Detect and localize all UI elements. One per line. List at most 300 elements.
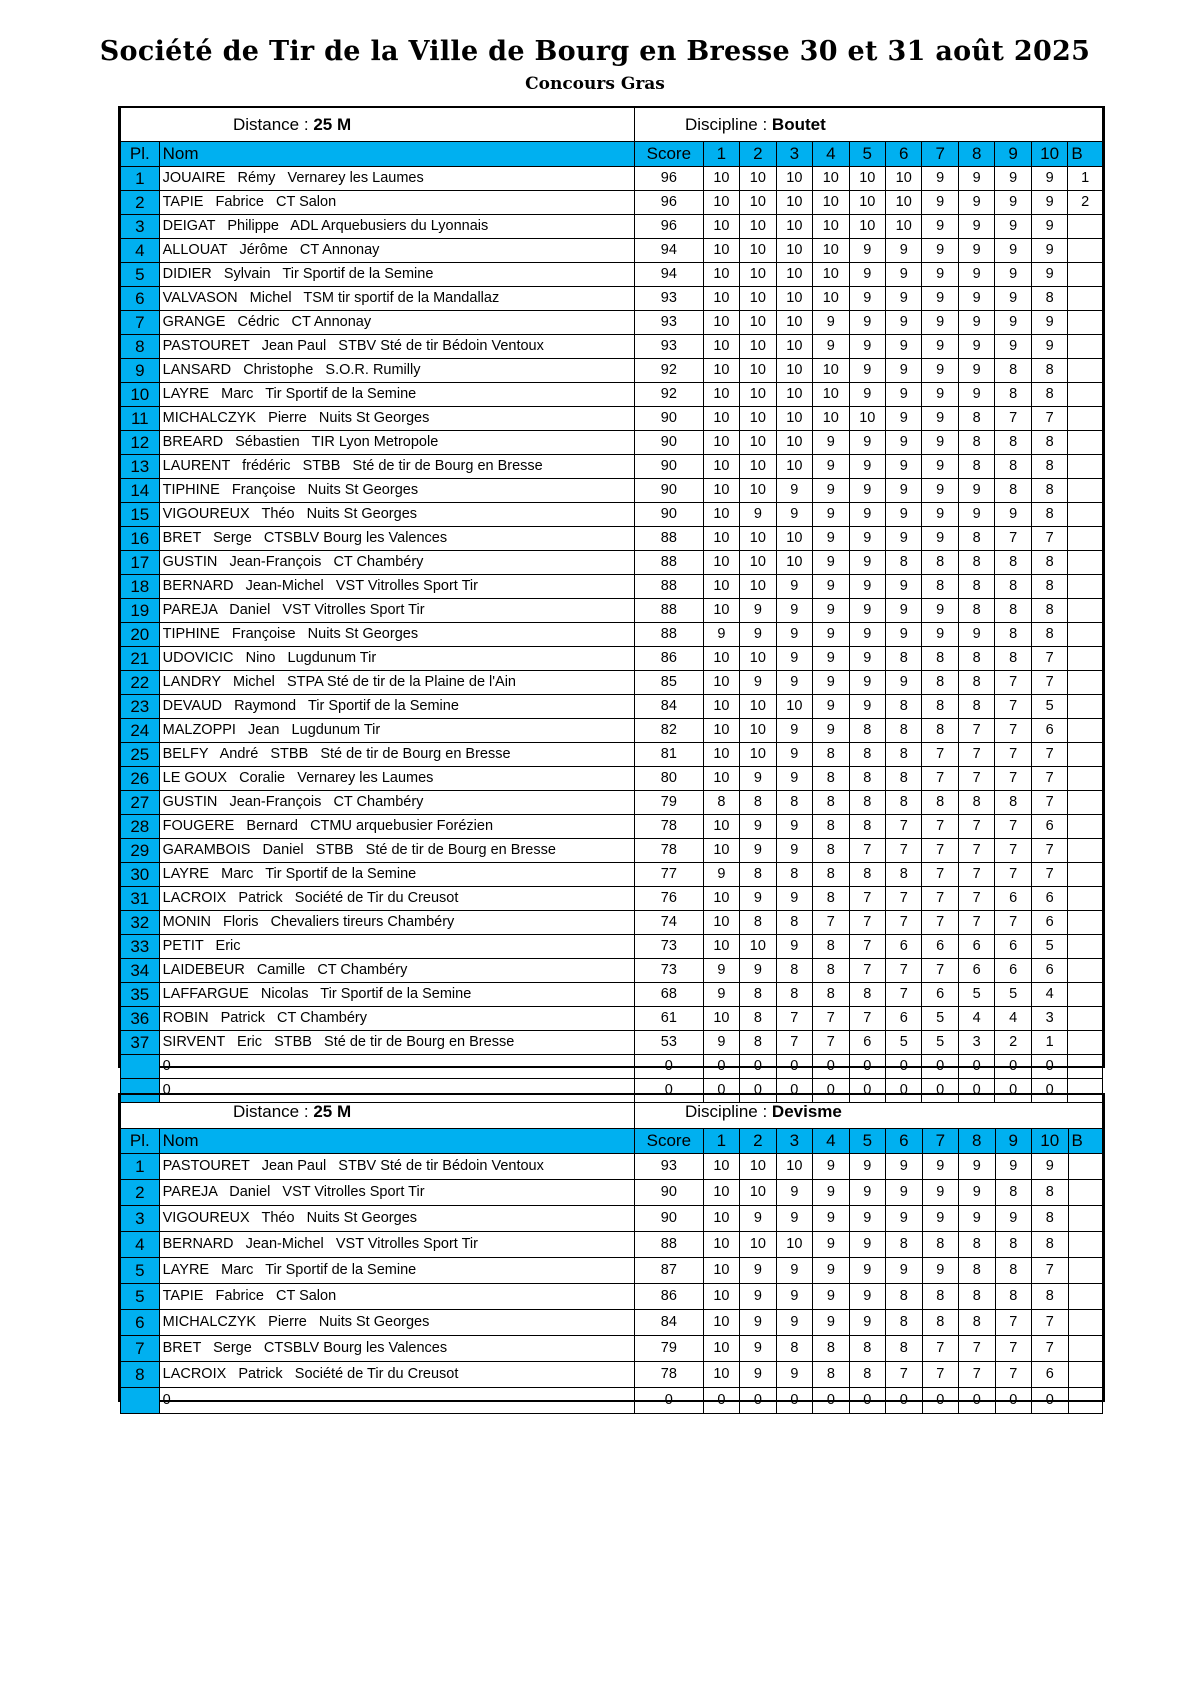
- series-cell: 9: [958, 263, 994, 287]
- series-cell: 9: [776, 815, 812, 839]
- series-cell: 10: [740, 239, 776, 263]
- series-cell: 9: [922, 359, 958, 383]
- series-cell: 7: [958, 743, 994, 767]
- barrage-cell: [1068, 911, 1103, 935]
- score-cell: 79: [634, 791, 703, 815]
- series-cell: 7: [1031, 743, 1067, 767]
- discipline-label: Discipline :: [684, 115, 768, 134]
- series-cell: 9: [776, 623, 812, 647]
- table-row: [121, 719, 1103, 743]
- col-header-series: 1: [703, 1129, 739, 1154]
- series-cell: 9: [703, 959, 739, 983]
- series-cell: 6: [1031, 887, 1067, 911]
- shooter-name-cell: BELFY André STBB Sté de tir de Bourg en Bresse: [159, 743, 634, 767]
- shooter-name-cell: 0: [159, 1388, 634, 1414]
- series-cell: 10: [776, 287, 812, 311]
- series-cell: 5: [995, 983, 1031, 1007]
- series-cell: 7: [995, 911, 1031, 935]
- series-cell: 9: [849, 695, 885, 719]
- series-cell: 10: [740, 215, 776, 239]
- table-row: [121, 1180, 1103, 1206]
- series-cell: 8: [995, 479, 1031, 503]
- shooter-name-cell: LACROIX Patrick Société de Tir du Creusot: [159, 887, 634, 911]
- series-cell: 9: [703, 1031, 739, 1055]
- col-header-series: 9: [995, 1129, 1031, 1154]
- series-cell: 7: [922, 1336, 958, 1362]
- series-cell: 9: [813, 599, 849, 623]
- barrage-cell: 2: [1068, 191, 1103, 215]
- series-cell: 9: [776, 887, 812, 911]
- series-cell: 0: [995, 1079, 1031, 1103]
- distance-label: Distance :: [233, 1102, 309, 1121]
- series-cell: 8: [958, 695, 994, 719]
- series-cell: 8: [959, 1310, 995, 1336]
- series-cell: 9: [776, 935, 812, 959]
- series-cell: 7: [995, 695, 1031, 719]
- shooter-name-cell: TIPHINE Françoise Nuits St Georges: [159, 623, 634, 647]
- rank-cell: 5: [121, 1258, 160, 1284]
- shooter-name-cell: GUSTIN Jean-François CT Chambéry: [159, 791, 634, 815]
- series-cell: 0: [740, 1055, 776, 1079]
- series-cell: 9: [740, 1310, 776, 1336]
- shooter-name-cell: VIGOUREUX Théo Nuits St Georges: [159, 1206, 634, 1232]
- col-header-series: 3: [776, 142, 812, 167]
- series-cell: 7: [1031, 527, 1067, 551]
- col-header-series: 4: [813, 142, 849, 167]
- series-cell: 9: [886, 407, 922, 431]
- series-cell: 8: [958, 575, 994, 599]
- shooter-name-cell: LAYRE Marc Tir Sportif de la Semine: [159, 1258, 634, 1284]
- series-cell: 6: [995, 887, 1031, 911]
- col-header-series: 7: [922, 142, 958, 167]
- score-cell: 93: [634, 311, 703, 335]
- series-cell: 10: [740, 263, 776, 287]
- series-cell: 9: [849, 239, 885, 263]
- table-row: [121, 983, 1103, 1007]
- score-cell: 94: [634, 239, 703, 263]
- series-cell: 8: [1032, 1180, 1068, 1206]
- series-cell: 10: [849, 407, 885, 431]
- score-cell: 76: [634, 887, 703, 911]
- series-cell: 8: [740, 1007, 776, 1031]
- series-cell: 8: [995, 551, 1031, 575]
- table-row: [121, 1007, 1103, 1031]
- series-cell: 10: [776, 167, 812, 191]
- series-cell: 7: [922, 743, 958, 767]
- series-cell: 8: [1031, 455, 1067, 479]
- series-cell: 10: [740, 407, 776, 431]
- series-cell: 9: [849, 1180, 885, 1206]
- rank-cell: 14: [121, 479, 160, 503]
- shooter-name-cell: DEIGAT Philippe ADL Arquebusiers du Lyonnais: [159, 215, 634, 239]
- series-cell: 8: [849, 1362, 885, 1388]
- shooter-name-cell: LANDRY Michel STPA Sté de tir de la Plaine de l'Ain: [159, 671, 634, 695]
- series-cell: 9: [776, 671, 812, 695]
- barrage-cell: [1068, 383, 1103, 407]
- series-cell: 7: [995, 407, 1031, 431]
- series-cell: 10: [703, 167, 739, 191]
- series-cell: 10: [703, 1258, 739, 1284]
- series-cell: 8: [813, 863, 849, 887]
- series-cell: 10: [703, 1232, 739, 1258]
- series-cell: 7: [922, 1362, 958, 1388]
- series-cell: 7: [813, 1031, 849, 1055]
- score-cell: 73: [634, 959, 703, 983]
- series-cell: 10: [703, 335, 739, 359]
- series-cell: 9: [849, 1206, 885, 1232]
- series-cell: 7: [958, 911, 994, 935]
- series-cell: 8: [1031, 359, 1067, 383]
- series-cell: 8: [1031, 623, 1067, 647]
- series-cell: 8: [886, 551, 922, 575]
- series-cell: 9: [995, 263, 1031, 287]
- series-cell: 9: [958, 191, 994, 215]
- series-cell: 5: [1031, 695, 1067, 719]
- series-cell: 9: [740, 1336, 776, 1362]
- series-cell: 9: [958, 359, 994, 383]
- series-cell: 8: [813, 1362, 849, 1388]
- table-row: [121, 1055, 1103, 1079]
- series-cell: 9: [922, 1258, 958, 1284]
- series-cell: 9: [849, 1310, 885, 1336]
- series-cell: 10: [703, 719, 739, 743]
- series-cell: 9: [886, 575, 922, 599]
- series-cell: 9: [740, 887, 776, 911]
- rank-cell: 1: [121, 167, 160, 191]
- series-cell: 9: [813, 719, 849, 743]
- series-cell: 9: [849, 527, 885, 551]
- score-cell: 93: [634, 335, 703, 359]
- series-cell: 7: [922, 911, 958, 935]
- series-cell: 8: [922, 695, 958, 719]
- series-cell: 9: [922, 1154, 958, 1180]
- shooter-name-cell: TAPIE Fabrice CT Salon: [159, 1284, 634, 1310]
- series-cell: 8: [995, 1232, 1031, 1258]
- series-cell: 9: [922, 431, 958, 455]
- series-cell: 7: [776, 1031, 812, 1055]
- series-cell: 7: [886, 815, 922, 839]
- series-cell: 9: [849, 311, 885, 335]
- series-cell: 8: [995, 1258, 1031, 1284]
- rank-cell: 5: [121, 1284, 160, 1310]
- series-cell: 6: [958, 935, 994, 959]
- series-cell: 9: [740, 1284, 776, 1310]
- series-cell: 0: [849, 1388, 885, 1414]
- shooter-name-cell: VALVASON Michel TSM tir sportif de la Mandallaz: [159, 287, 634, 311]
- series-cell: 3: [1031, 1007, 1067, 1031]
- col-header-series: 4: [813, 1129, 849, 1154]
- rank-cell: 18: [121, 575, 160, 599]
- score-cell: 0: [634, 1388, 703, 1414]
- series-cell: 9: [849, 455, 885, 479]
- barrage-cell: [1068, 767, 1103, 791]
- series-cell: 8: [849, 815, 885, 839]
- series-cell: 10: [776, 455, 812, 479]
- series-cell: 10: [740, 335, 776, 359]
- rank-cell: 19: [121, 599, 160, 623]
- series-cell: 9: [1031, 215, 1067, 239]
- series-cell: 9: [922, 335, 958, 359]
- series-cell: 8: [886, 647, 922, 671]
- series-cell: 3: [958, 1031, 994, 1055]
- series-cell: 10: [703, 695, 739, 719]
- series-cell: 7: [958, 863, 994, 887]
- col-header-series: 2: [740, 1129, 776, 1154]
- series-cell: 6: [995, 959, 1031, 983]
- series-cell: 8: [1031, 503, 1067, 527]
- table-row: [121, 911, 1103, 935]
- series-cell: 8: [995, 1284, 1031, 1310]
- barrage-cell: 1: [1068, 167, 1103, 191]
- series-cell: 10: [703, 1362, 739, 1388]
- series-cell: 10: [813, 239, 849, 263]
- series-cell: 10: [740, 359, 776, 383]
- rank-cell: 2: [121, 191, 160, 215]
- shooter-name-cell: PASTOURET Jean Paul STBV Sté de tir Bédoin Ventoux: [159, 335, 634, 359]
- series-cell: 9: [740, 671, 776, 695]
- barrage-cell: [1068, 1180, 1103, 1206]
- rank-cell: 12: [121, 431, 160, 455]
- table-row: [121, 503, 1103, 527]
- series-cell: 10: [740, 1180, 776, 1206]
- series-cell: 7: [849, 887, 885, 911]
- series-cell: 9: [813, 1232, 849, 1258]
- series-cell: 9: [813, 1284, 849, 1310]
- series-cell: 9: [849, 479, 885, 503]
- discipline-value: Boutet: [771, 115, 826, 134]
- series-cell: 9: [813, 335, 849, 359]
- series-cell: 9: [1031, 263, 1067, 287]
- series-cell: 8: [776, 983, 812, 1007]
- score-cell: 88: [634, 527, 703, 551]
- series-cell: 9: [886, 1258, 922, 1284]
- shooter-name-cell: JOUAIRE Rémy Vernarey les Laumes: [159, 167, 634, 191]
- series-cell: 8: [886, 743, 922, 767]
- table-row: [121, 863, 1103, 887]
- series-cell: 9: [849, 335, 885, 359]
- series-cell: 9: [776, 503, 812, 527]
- series-cell: 10: [776, 407, 812, 431]
- score-cell: 93: [634, 1154, 703, 1180]
- series-cell: 10: [740, 935, 776, 959]
- series-cell: 9: [740, 839, 776, 863]
- series-cell: 6: [1031, 815, 1067, 839]
- score-cell: 82: [634, 719, 703, 743]
- series-cell: 10: [813, 215, 849, 239]
- series-cell: 10: [703, 191, 739, 215]
- series-cell: 9: [740, 623, 776, 647]
- score-cell: 85: [634, 671, 703, 695]
- col-header-series: 6: [886, 142, 922, 167]
- series-cell: 10: [740, 167, 776, 191]
- series-cell: 9: [740, 1362, 776, 1388]
- series-cell: 8: [813, 935, 849, 959]
- series-cell: 9: [922, 455, 958, 479]
- score-cell: 94: [634, 263, 703, 287]
- series-cell: 7: [995, 767, 1031, 791]
- table-row: [121, 311, 1103, 335]
- barrage-cell: [1068, 1232, 1103, 1258]
- shooter-name-cell: LAURENT frédéric STBB Sté de tir de Bourg en Bresse: [159, 455, 634, 479]
- series-cell: 0: [703, 1055, 739, 1079]
- barrage-cell: [1068, 1206, 1103, 1232]
- table-row: [121, 287, 1103, 311]
- series-cell: 9: [776, 647, 812, 671]
- shooter-name-cell: GARAMBOIS Daniel STBB Sté de tir de Bourg en Bresse: [159, 839, 634, 863]
- score-cell: 90: [634, 1206, 703, 1232]
- series-cell: 9: [776, 719, 812, 743]
- series-cell: 9: [922, 287, 958, 311]
- series-cell: 8: [1031, 479, 1067, 503]
- series-cell: 10: [886, 191, 922, 215]
- barrage-cell: [1068, 575, 1103, 599]
- rank-cell: 1: [121, 1154, 160, 1180]
- rank-cell: 13: [121, 455, 160, 479]
- score-cell: 0: [634, 1055, 703, 1079]
- rank-cell: 8: [121, 1362, 160, 1388]
- series-cell: 10: [703, 1154, 739, 1180]
- series-cell: 9: [740, 815, 776, 839]
- series-cell: 8: [1032, 1232, 1068, 1258]
- series-cell: 10: [776, 191, 812, 215]
- shooter-name-cell: MICHALCZYK Pierre Nuits St Georges: [159, 1310, 634, 1336]
- discipline-cell: [634, 1095, 1102, 1129]
- table-row: [121, 263, 1103, 287]
- series-cell: 9: [813, 695, 849, 719]
- series-cell: 10: [703, 383, 739, 407]
- barrage-cell: [1068, 215, 1103, 239]
- series-cell: 8: [995, 359, 1031, 383]
- series-cell: 10: [776, 1154, 812, 1180]
- boutet-results-table: [118, 106, 1105, 1098]
- series-cell: 8: [995, 599, 1031, 623]
- series-cell: 10: [740, 1232, 776, 1258]
- series-cell: 0: [703, 1388, 739, 1414]
- series-cell: 10: [776, 311, 812, 335]
- series-cell: 10: [849, 167, 885, 191]
- discipline-value: Devisme: [771, 1102, 842, 1121]
- series-cell: 10: [703, 815, 739, 839]
- barrage-cell: [1068, 983, 1103, 1007]
- series-cell: 7: [922, 863, 958, 887]
- series-cell: 8: [813, 839, 849, 863]
- series-cell: 10: [740, 695, 776, 719]
- series-cell: 9: [703, 863, 739, 887]
- series-cell: 4: [958, 1007, 994, 1031]
- series-cell: 9: [922, 623, 958, 647]
- series-cell: 10: [703, 1310, 739, 1336]
- series-cell: 0: [886, 1055, 922, 1079]
- rank-cell: 16: [121, 527, 160, 551]
- col-header-pl: Pl.: [121, 142, 160, 167]
- barrage-cell: [1068, 503, 1103, 527]
- score-cell: 78: [634, 839, 703, 863]
- col-header-b: B: [1068, 1129, 1103, 1154]
- series-cell: 7: [922, 959, 958, 983]
- shooter-name-cell: TIPHINE Françoise Nuits St Georges: [159, 479, 634, 503]
- shooter-name-cell: LAIDEBEUR Camille CT Chambéry: [159, 959, 634, 983]
- series-cell: 9: [776, 1206, 812, 1232]
- table-row: [121, 647, 1103, 671]
- series-cell: 8: [740, 983, 776, 1007]
- shooter-name-cell: ROBIN Patrick CT Chambéry: [159, 1007, 634, 1031]
- col-header-series: 5: [849, 1129, 885, 1154]
- series-cell: 9: [958, 335, 994, 359]
- series-cell: 9: [813, 1310, 849, 1336]
- series-cell: 8: [813, 959, 849, 983]
- rank-cell: 11: [121, 407, 160, 431]
- col-header-series: 1: [703, 142, 739, 167]
- series-cell: 9: [886, 359, 922, 383]
- series-cell: 7: [849, 935, 885, 959]
- series-cell: 9: [849, 1284, 885, 1310]
- barrage-cell: [1068, 527, 1103, 551]
- series-cell: 10: [740, 575, 776, 599]
- series-cell: 8: [1031, 575, 1067, 599]
- series-cell: 7: [849, 1007, 885, 1031]
- series-cell: 9: [849, 1232, 885, 1258]
- shooter-name-cell: LAFFARGUE Nicolas Tir Sportif de la Semine: [159, 983, 634, 1007]
- series-cell: 7: [995, 671, 1031, 695]
- series-cell: 9: [849, 1154, 885, 1180]
- series-cell: 9: [813, 431, 849, 455]
- rank-cell: 6: [121, 1310, 160, 1336]
- series-cell: 10: [703, 215, 739, 239]
- series-cell: 9: [813, 671, 849, 695]
- series-cell: 8: [776, 791, 812, 815]
- rank-cell: 28: [121, 815, 160, 839]
- series-cell: 10: [703, 455, 739, 479]
- series-cell: 8: [922, 1232, 958, 1258]
- series-cell: 6: [1031, 911, 1067, 935]
- series-cell: 8: [958, 431, 994, 455]
- series-cell: 9: [813, 527, 849, 551]
- series-cell: 6: [922, 983, 958, 1007]
- series-cell: 10: [813, 167, 849, 191]
- series-cell: 0: [995, 1388, 1031, 1414]
- table-row: [121, 191, 1103, 215]
- series-cell: 7: [1031, 647, 1067, 671]
- barrage-cell: [1068, 791, 1103, 815]
- series-cell: 8: [813, 767, 849, 791]
- series-cell: 8: [849, 719, 885, 743]
- series-cell: 8: [813, 791, 849, 815]
- series-cell: 8: [776, 863, 812, 887]
- shooter-name-cell: PETIT Eric: [159, 935, 634, 959]
- series-cell: 9: [922, 191, 958, 215]
- col-header-series: 7: [922, 1129, 958, 1154]
- series-cell: 9: [995, 503, 1031, 527]
- shooter-name-cell: GUSTIN Jean-François CT Chambéry: [159, 551, 634, 575]
- series-cell: 9: [886, 335, 922, 359]
- series-cell: 9: [776, 1284, 812, 1310]
- series-cell: 9: [958, 167, 994, 191]
- series-cell: 8: [995, 455, 1031, 479]
- series-cell: 8: [776, 911, 812, 935]
- series-cell: 1: [1031, 1031, 1067, 1055]
- series-cell: 9: [922, 479, 958, 503]
- score-cell: 88: [634, 575, 703, 599]
- barrage-cell: [1068, 887, 1103, 911]
- series-cell: 7: [1031, 407, 1067, 431]
- series-cell: 10: [886, 215, 922, 239]
- series-cell: 9: [813, 551, 849, 575]
- barrage-cell: [1068, 1007, 1103, 1031]
- series-cell: 10: [813, 407, 849, 431]
- series-cell: 10: [740, 383, 776, 407]
- series-cell: 10: [703, 647, 739, 671]
- series-cell: 9: [776, 479, 812, 503]
